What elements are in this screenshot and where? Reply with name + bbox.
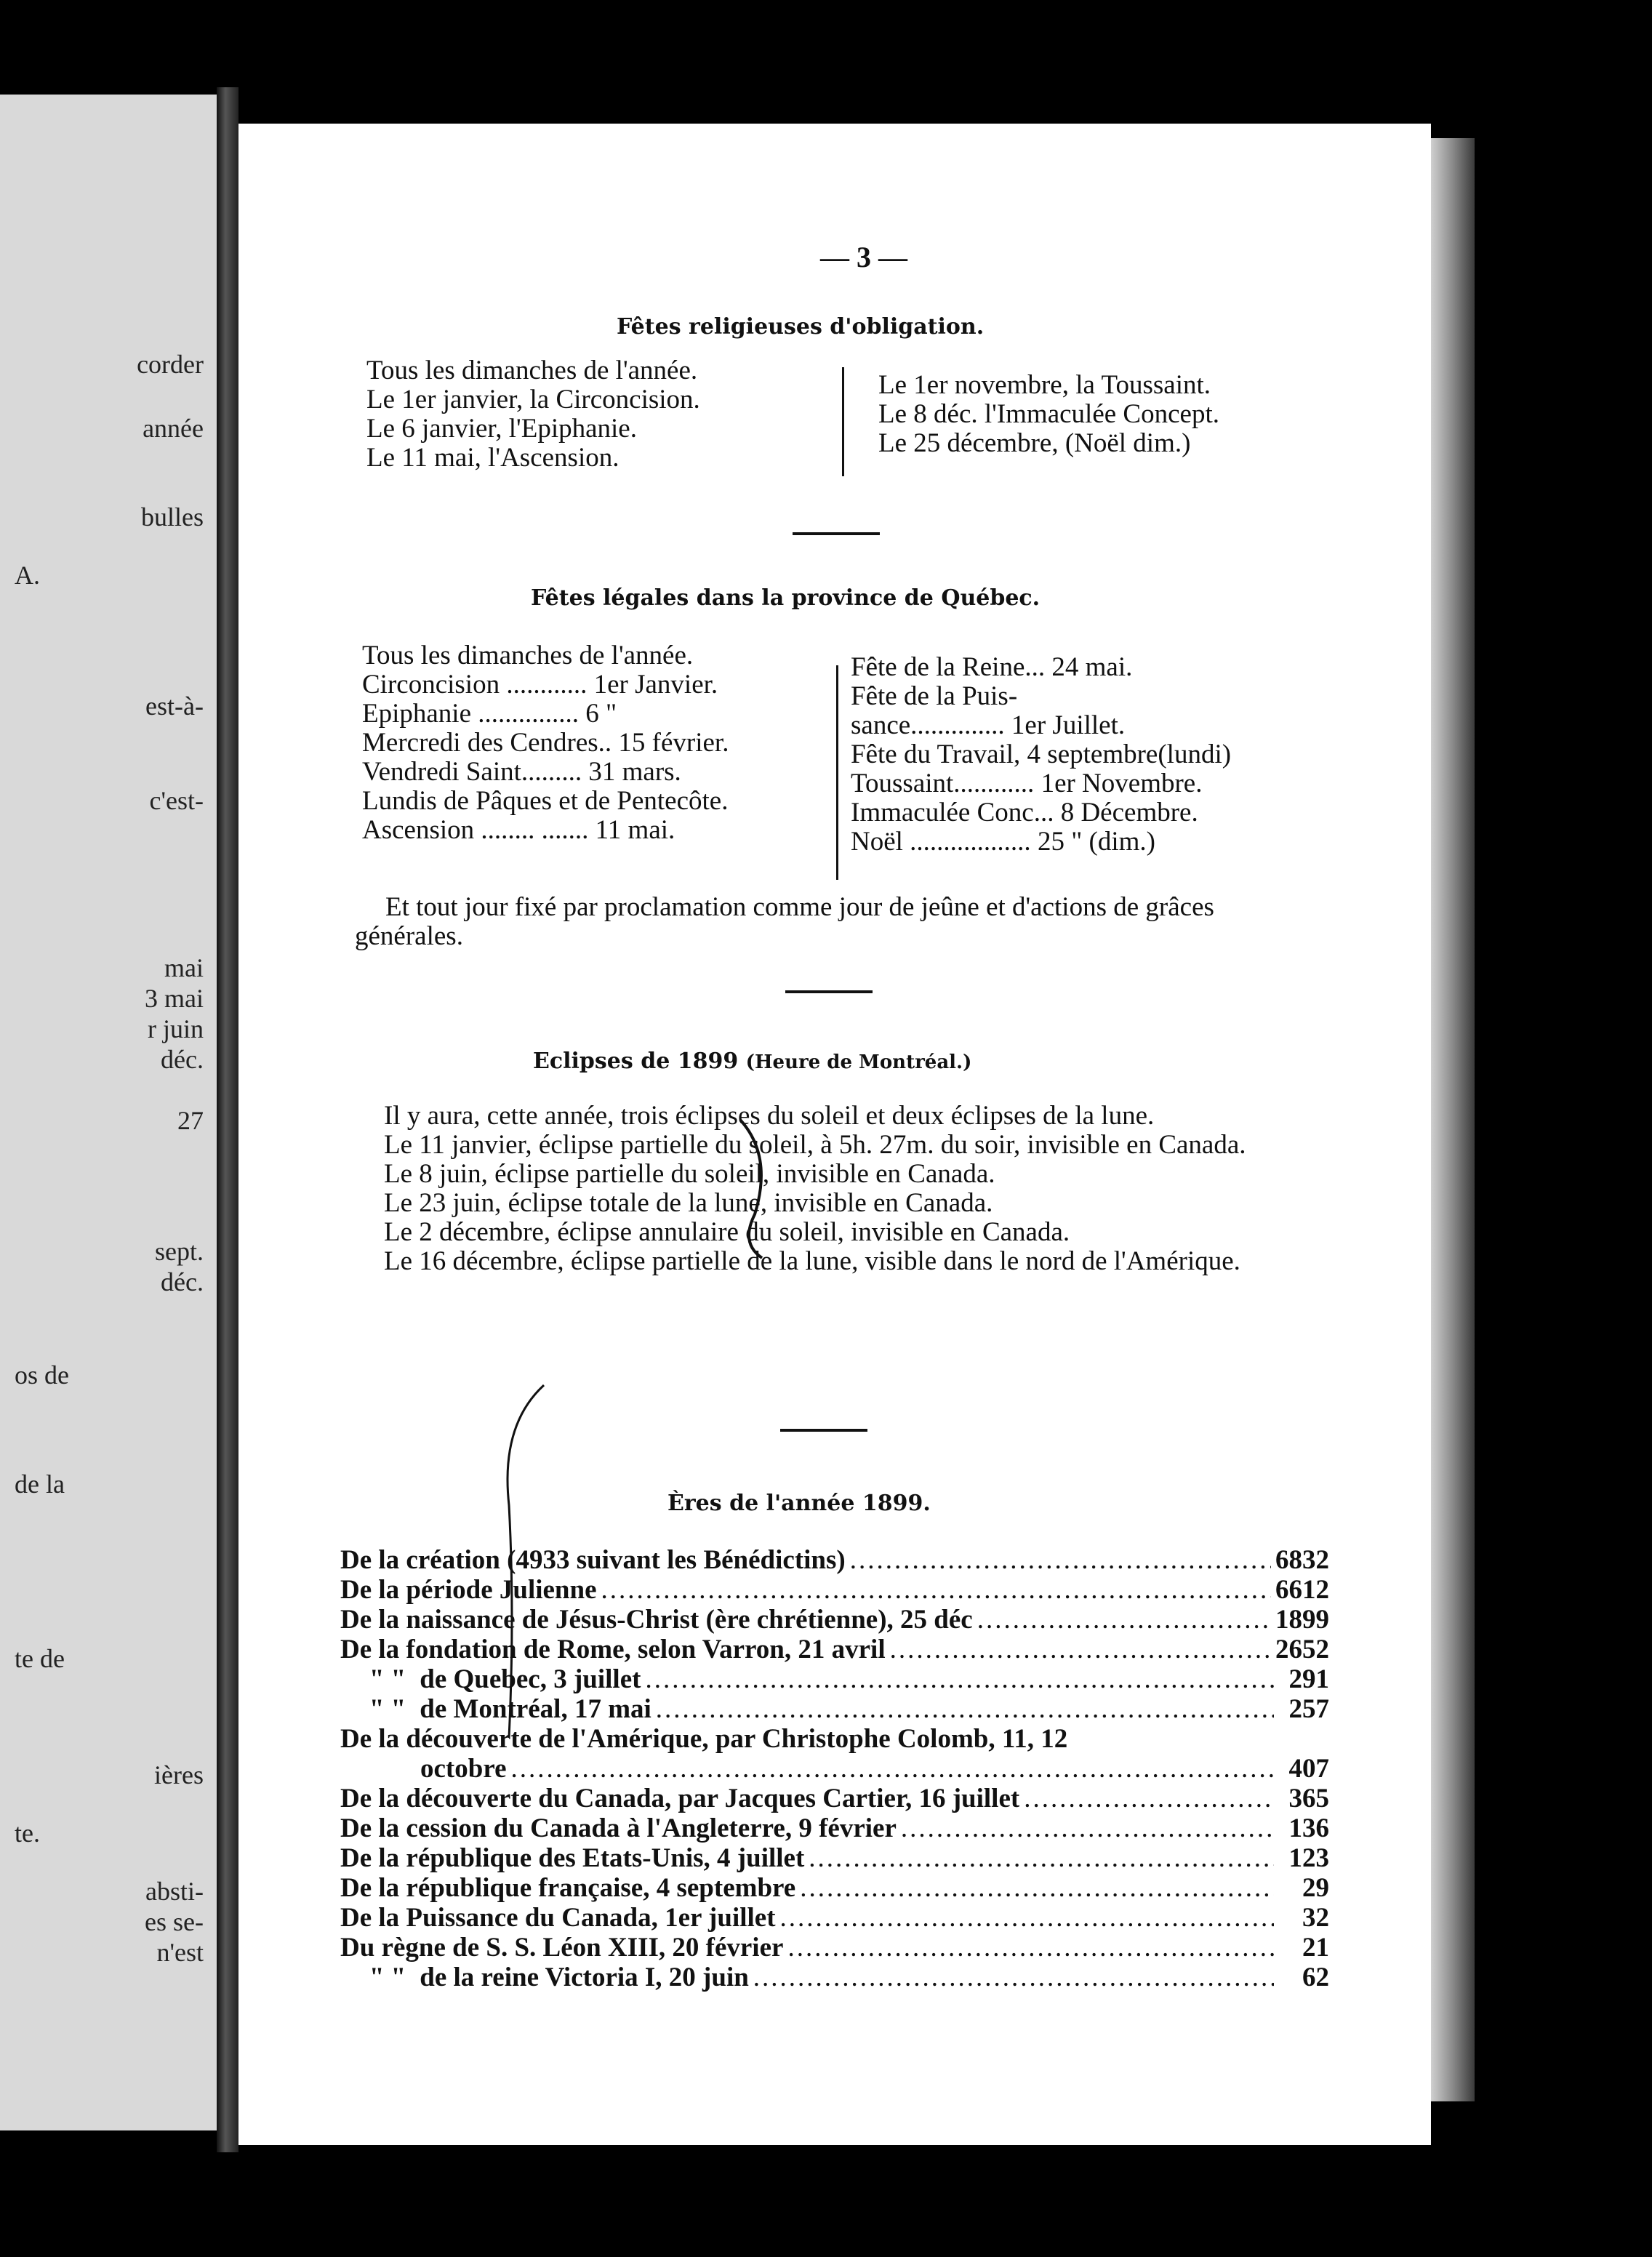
era-label: De la république française, 4 septembre (340, 1873, 796, 1903)
eres-title: Ères de l'année 1899. (667, 1491, 931, 1516)
left-fragment: A. (15, 561, 40, 590)
eclipse-paragraph: Il y aura, cette année, trois éclipses du soleil et deux éclipses de la lune. (384, 1101, 1155, 1131)
left-fragment: es se- (145, 1907, 204, 1936)
obligation-left-line: Le 1er janvier, la Circoncision. (366, 385, 700, 414)
eclipse-paragraph: Le 8 juin, éclipse partielle du soleil, invisible en Canada. (384, 1159, 995, 1189)
era-label: De la république des Etats-Unis, 4 juillet (340, 1843, 805, 1873)
legales-right-label: Fête du Travail, 4 septembre(lundi) (851, 739, 1232, 769)
eclipses-subtitle: (Heure de Montréal.) (745, 1051, 972, 1073)
left-fragment: de la (15, 1470, 65, 1499)
left-fragment: ières (154, 1760, 204, 1789)
ditto-mark: " " (369, 1963, 406, 1992)
left-fragment: déc. (161, 1045, 204, 1074)
era-label: De la découverte de l'Amérique, par Christophe Colomb, 11, 12 (340, 1724, 1068, 1754)
era-value: 291 (1288, 1664, 1329, 1694)
eclipses-title-text: Eclipses de 1899 (533, 1049, 739, 1074)
legales-right-label: sance.............. (851, 710, 1005, 740)
left-fragment: n'est (156, 1938, 204, 1967)
obligation-left-line: Tous les dimanches de l'année. (366, 356, 698, 385)
era-value: 123 (1288, 1843, 1329, 1873)
legales-right-label: Fête de la Puis- (851, 681, 1018, 711)
obligation-title: Fêtes religieuses d'obligation. (617, 314, 985, 340)
pen-stroke (740, 1120, 762, 1258)
left-fragment: r juin (148, 1014, 204, 1043)
left-fragment: absti- (145, 1877, 204, 1906)
era-label: octobre (420, 1754, 507, 1784)
legales-left-label: Vendredi Saint......... (362, 757, 582, 787)
legales-right-value: 25 " (dim.) (1037, 827, 1155, 857)
ditto-mark: " " (369, 1664, 406, 1694)
left-fragment: os de (15, 1360, 69, 1390)
era-label-text: de Montréal, 17 mai (420, 1694, 651, 1724)
eclipse-paragraph: Le 2 décembre, éclipse annulaire du soleil, invisible en Canada. (384, 1217, 1070, 1247)
page-number: — 3 — (820, 241, 907, 273)
legales-left-label: Epiphanie ............... (362, 699, 580, 729)
legales-left-value: 31 mars. (588, 757, 681, 787)
left-fragment: est-à- (145, 691, 204, 721)
obligation-left-line: Le 6 janvier, l'Epiphanie. (366, 414, 637, 444)
left-fragment: bulles (141, 502, 204, 532)
era-value: 6612 (1275, 1575, 1329, 1605)
obligation-right-line: Le 25 décembre, (Noël dim.) (878, 428, 1191, 458)
legales-right-value: 1er Novembre. (1040, 769, 1203, 798)
era-label: De la découverte du Canada, par Jacques Cartier, 16 juillet (340, 1784, 1020, 1813)
book-spine (217, 87, 238, 2152)
main-page (238, 124, 1431, 2145)
left-fragment: te de (15, 1644, 65, 1673)
era-value: 136 (1288, 1813, 1329, 1843)
obligation-right-line: Le 8 déc. l'Immaculée Concept. (878, 399, 1219, 429)
page-edge (1431, 138, 1475, 2101)
era-label-text: de la reine Victoria I, 20 juin (420, 1963, 749, 1992)
era-label: De la fondation de Rome, selon Varron, 21 avril (340, 1635, 886, 1664)
left-fragment: mai (164, 953, 204, 982)
left-fragment: te. (15, 1819, 40, 1848)
left-fragment: sept. (155, 1237, 204, 1266)
legales-left-label: Tous les dimanches de l'année. (362, 641, 694, 670)
eclipse-paragraph: Le 23 juin, éclipse totale de la lune, invisible en Canada. (384, 1188, 993, 1218)
left-facing-page (0, 95, 228, 2130)
era-value: 407 (1288, 1754, 1329, 1784)
legales-note-text: Et tout jour fixé par proclamation comme jour de jeûne et d'actions de grâces générales. (355, 892, 1214, 951)
era-value: 21 (1302, 1933, 1329, 1963)
legales-left-label: Lundis de Pâques et de Pentecôte. (362, 786, 729, 816)
ditto-mark: " " (369, 1694, 406, 1724)
era-label: Du règne de S. S. Léon XIII, 20 février (340, 1933, 784, 1963)
era-label: De la naissance de Jésus-Christ (ère chrétienne), 25 déc (340, 1605, 973, 1635)
era-label: De la cession du Canada à l'Angleterre, 9 février (340, 1813, 897, 1843)
legales-right-value: 8 Décembre. (1060, 798, 1198, 827)
era-label: De la création (4933 suivant les Bénédictins) (340, 1545, 846, 1575)
era-label: De la Puissance du Canada, 1er juillet (340, 1903, 776, 1933)
left-fragment: 3 mai (145, 984, 204, 1013)
left-fragment: corder (137, 350, 204, 379)
eclipse-paragraph: Le 11 janvier, éclipse partielle du soleil, à 5h. 27m. du soir, invisible en Canada. (384, 1130, 1246, 1160)
left-fragment: année (143, 414, 204, 443)
legales-left-label: Mercredi des Cendres.. (362, 728, 612, 758)
legales-right-value: 24 mai. (1051, 652, 1133, 682)
legales-right-label: Noël .................. (851, 827, 1031, 857)
left-fragment: 27 (177, 1106, 204, 1135)
era-value: 2652 (1275, 1635, 1329, 1664)
legales-left-label: Ascension ........ ....... (362, 815, 589, 845)
era-value: 62 (1302, 1963, 1329, 1992)
era-label: De la période Julienne (340, 1575, 597, 1605)
legales-right-label: Fête de la Reine... (851, 652, 1046, 682)
legales-title: Fêtes légales dans la province de Québec. (531, 585, 1040, 611)
legales-left-value: 11 mai. (595, 815, 675, 845)
legales-left-value: 1er Janvier. (593, 670, 718, 699)
era-label-text: de Quebec, 3 juillet (420, 1664, 641, 1694)
era-value: 365 (1288, 1784, 1329, 1813)
legales-right-label: Toussaint............ (851, 769, 1035, 798)
era-value: 29 (1302, 1873, 1329, 1903)
eclipse-paragraph: Le 16 décembre, éclipse partielle de la lune, visible dans le nord de l'Amérique. (384, 1246, 1240, 1276)
legales-left-value: 15 février. (618, 728, 729, 758)
pen-stroke (508, 1385, 544, 1738)
left-fragment: c'est- (149, 786, 204, 815)
era-value: 257 (1288, 1694, 1329, 1724)
era-value: 1899 (1275, 1605, 1329, 1635)
pen-marks (238, 124, 1431, 2145)
legales-right-label: Immaculée Conc... (851, 798, 1054, 827)
obligation-left-line: Le 11 mai, l'Ascension. (366, 443, 620, 473)
era-value: 6832 (1275, 1545, 1329, 1575)
legales-left-value: 6 " (585, 699, 617, 729)
left-fragment: déc. (161, 1267, 204, 1296)
era-value: 32 (1302, 1903, 1329, 1933)
legales-left-label: Circoncision ............ (362, 670, 588, 699)
obligation-right-line: Le 1er novembre, la Toussaint. (878, 370, 1211, 400)
legales-right-value: 1er Juillet. (1011, 710, 1126, 740)
